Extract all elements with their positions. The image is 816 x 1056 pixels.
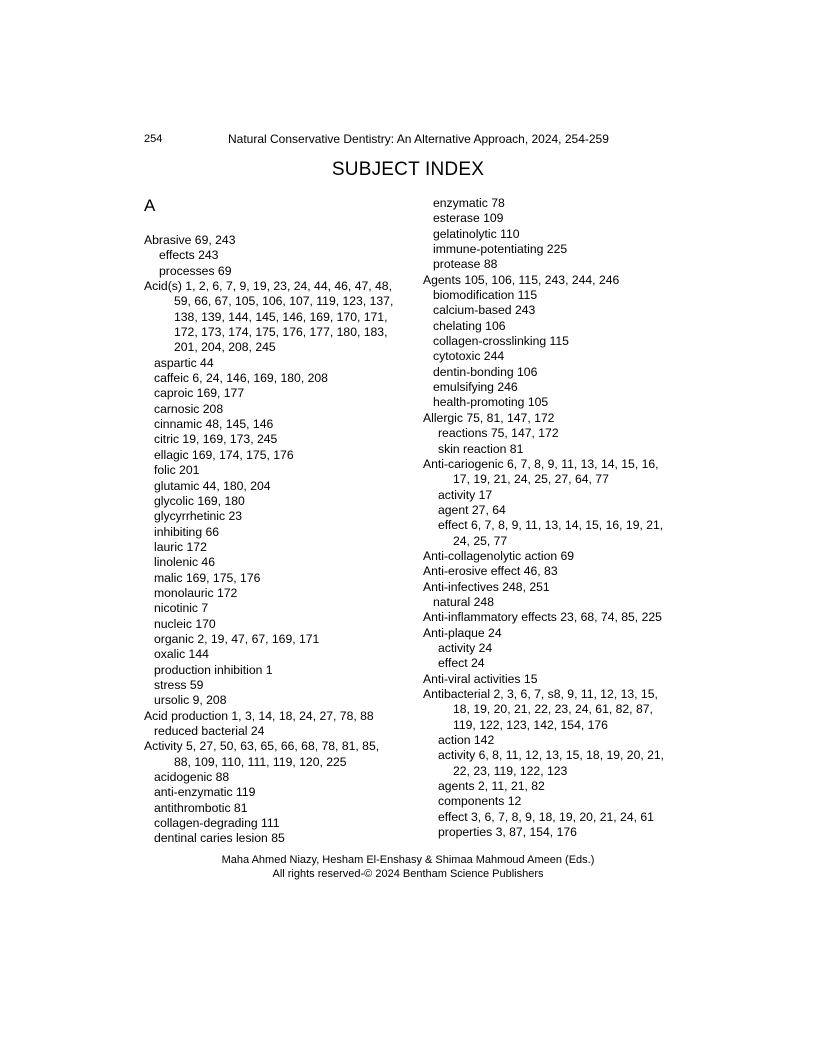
index-entry: protease 88 — [433, 257, 498, 272]
index-entry: 17, 19, 21, 24, 25, 27, 64, 77 — [453, 472, 609, 487]
index-entry: health-promoting 105 — [433, 395, 549, 410]
index-entry: reactions 75, 147, 172 — [438, 426, 559, 441]
index-entry: 138, 139, 144, 145, 146, 169, 170, 171, — [174, 309, 388, 324]
section-letter: A — [144, 196, 156, 215]
footer-editors: Maha Ahmed Niazy, Hesham El-Enshasy & Shimaa Mahmoud Ameen (Eds.) — [221, 854, 595, 866]
index-entry: gelatinolytic 110 — [433, 226, 520, 241]
index-entry: caproic 169, 177 — [154, 386, 245, 401]
index-column-left — [144, 233, 406, 847]
index-entry: carnosic 208 — [154, 401, 224, 416]
running-title: Natural Conservative Dentistry: An Alternative Approach, 2024, 254-259 — [228, 132, 609, 146]
index-entry: nicotinic 7 — [154, 601, 209, 616]
index-entry: dentinal caries lesion 85 — [154, 831, 285, 846]
index-entry: Anti-viral activities 15 — [423, 671, 538, 686]
index-entry: properties 3, 87, 154, 176 — [438, 825, 577, 840]
index-entry: aspartic 44 — [154, 355, 214, 370]
index-entry: nucleic 170 — [154, 616, 216, 631]
index-entry: action 142 — [438, 733, 495, 748]
index-entry: activity 24 — [438, 640, 493, 655]
index-column-right — [423, 196, 685, 840]
footer-rights: All rights reserved-© 2024 Bentham Science Publishers — [272, 868, 544, 880]
index-entry: immune-potentiating 225 — [433, 242, 568, 257]
index-entry: caffeic 6, 24, 146, 169, 180, 208 — [154, 371, 328, 386]
index-entry: anti-enzymatic 119 — [154, 785, 256, 800]
index-entry: Acid(s) 1, 2, 6, 7, 9, 19, 23, 24, 44, 46, 47, 48, — [144, 279, 392, 294]
index-entry: 119, 122, 123, 142, 154, 176 — [453, 717, 608, 732]
index-entry: activity 6, 8, 11, 12, 13, 15, 18, 19, 20, 21, — [438, 748, 665, 763]
index-entry: processes 69 — [159, 263, 232, 278]
index-entry: 18, 19, 20, 21, 22, 23, 24, 61, 82, 87, — [453, 702, 653, 717]
index-entry: folic 201 — [154, 463, 200, 478]
index-entry: Anti-plaque 24 — [423, 625, 502, 640]
index-entry: esterase 109 — [433, 211, 504, 226]
index-entry: monolauric 172 — [154, 585, 238, 600]
index-entry: cytotoxic 244 — [433, 349, 505, 364]
index-entry: Anti-erosive effect 46, 83 — [423, 564, 558, 579]
index-entry: oxalic 144 — [154, 647, 209, 662]
index-entry: ursolic 9, 208 — [154, 693, 227, 708]
index-entry: chelating 106 — [433, 318, 506, 333]
index-entry: 88, 109, 110, 111, 119, 120, 225 — [174, 754, 347, 769]
index-entry: activity 17 — [438, 487, 493, 502]
index-entry: effect 3, 6, 7, 8, 9, 18, 19, 20, 21, 24, 61 — [438, 809, 654, 824]
index-entry: agents 2, 11, 21, 82 — [438, 779, 545, 794]
index-entry: malic 169, 175, 176 — [154, 570, 261, 585]
index-entry: Activity 5, 27, 50, 63, 65, 66, 68, 78, 81, 85, — [144, 739, 380, 754]
index-entry: production inhibition 1 — [154, 662, 273, 677]
index-entry: biomodification 115 — [433, 288, 538, 303]
index-entry: acidogenic 88 — [154, 770, 230, 785]
index-entry: Anti-inflammatory effects 23, 68, 74, 85, 225 — [423, 610, 662, 625]
index-entry: stress 59 — [154, 677, 204, 692]
index-entry: Antibacterial 2, 3, 6, 7, s8, 9, 11, 12, 13, 15, — [423, 687, 658, 701]
index-entry: 201, 204, 208, 245 — [174, 340, 276, 355]
index-entry: emulsifying 246 — [433, 380, 518, 395]
index-entry: effects 243 — [159, 248, 219, 263]
index-entry: 172, 173, 174, 175, 176, 177, 180, 183, — [174, 325, 388, 340]
index-entry: antithrombotic 81 — [154, 800, 248, 815]
index-entry: cinnamic 48, 145, 146 — [154, 417, 274, 432]
index-entry: dentin-bonding 106 — [433, 364, 538, 379]
index-entry: collagen-crosslinking 115 — [433, 334, 569, 349]
index-entry: enzymatic 78 — [433, 196, 505, 210]
index-entry: glycyrrhetinic 23 — [154, 509, 243, 524]
index-entry: inhibiting 66 — [154, 524, 220, 539]
index-entry: collagen-degrading 111 — [154, 816, 280, 831]
index-entry: Anti-collagenolytic action 69 — [423, 548, 575, 563]
index-entry: Anti-cariogenic 6, 7, 8, 9, 11, 13, 14, 15, 16, — [423, 456, 659, 471]
index-entry: calcium-based 243 — [433, 303, 536, 318]
index-entry: lauric 172 — [154, 539, 207, 554]
index-entry: glycolic 169, 180 — [154, 493, 245, 508]
index-entry: agent 27, 64 — [438, 502, 506, 517]
index-entry: natural 248 — [433, 594, 494, 609]
index-entry: components 12 — [438, 794, 522, 809]
index-entry: glutamic 44, 180, 204 — [154, 478, 271, 493]
index-entry: reduced bacterial 24 — [154, 724, 265, 738]
index-entry: Agents 105, 106, 115, 243, 244, 246 — [423, 272, 620, 287]
index-entry: Abrasive 69, 243 — [144, 233, 236, 247]
page-number: 254 — [144, 133, 163, 145]
index-entry: 22, 23, 119, 122, 123 — [453, 763, 568, 778]
index-entry: Anti-infectives 248, 251 — [423, 579, 550, 594]
index-entry: organic 2, 19, 47, 67, 169, 171 — [154, 631, 320, 646]
index-entry: 24, 25, 77 — [453, 533, 508, 548]
index-entry: ellagic 169, 174, 175, 176 — [154, 447, 294, 462]
index-entry: Allergic 75, 81, 147, 172 — [423, 410, 555, 425]
index-entry: 59, 66, 67, 105, 106, 107, 119, 123, 137, — [174, 294, 394, 309]
index-entry: skin reaction 81 — [438, 441, 524, 456]
index-entry: linolenic 46 — [154, 555, 215, 570]
index-entry: effect 24 — [438, 656, 485, 671]
page-title: SUBJECT INDEX — [331, 159, 485, 180]
index-entry: Acid production 1, 3, 14, 18, 24, 27, 78, 88 — [144, 708, 374, 723]
index-entry: effect 6, 7, 8, 9, 11, 13, 14, 15, 16, 19, 21, — [438, 518, 664, 533]
index-entry: citric 19, 169, 173, 245 — [154, 432, 278, 447]
